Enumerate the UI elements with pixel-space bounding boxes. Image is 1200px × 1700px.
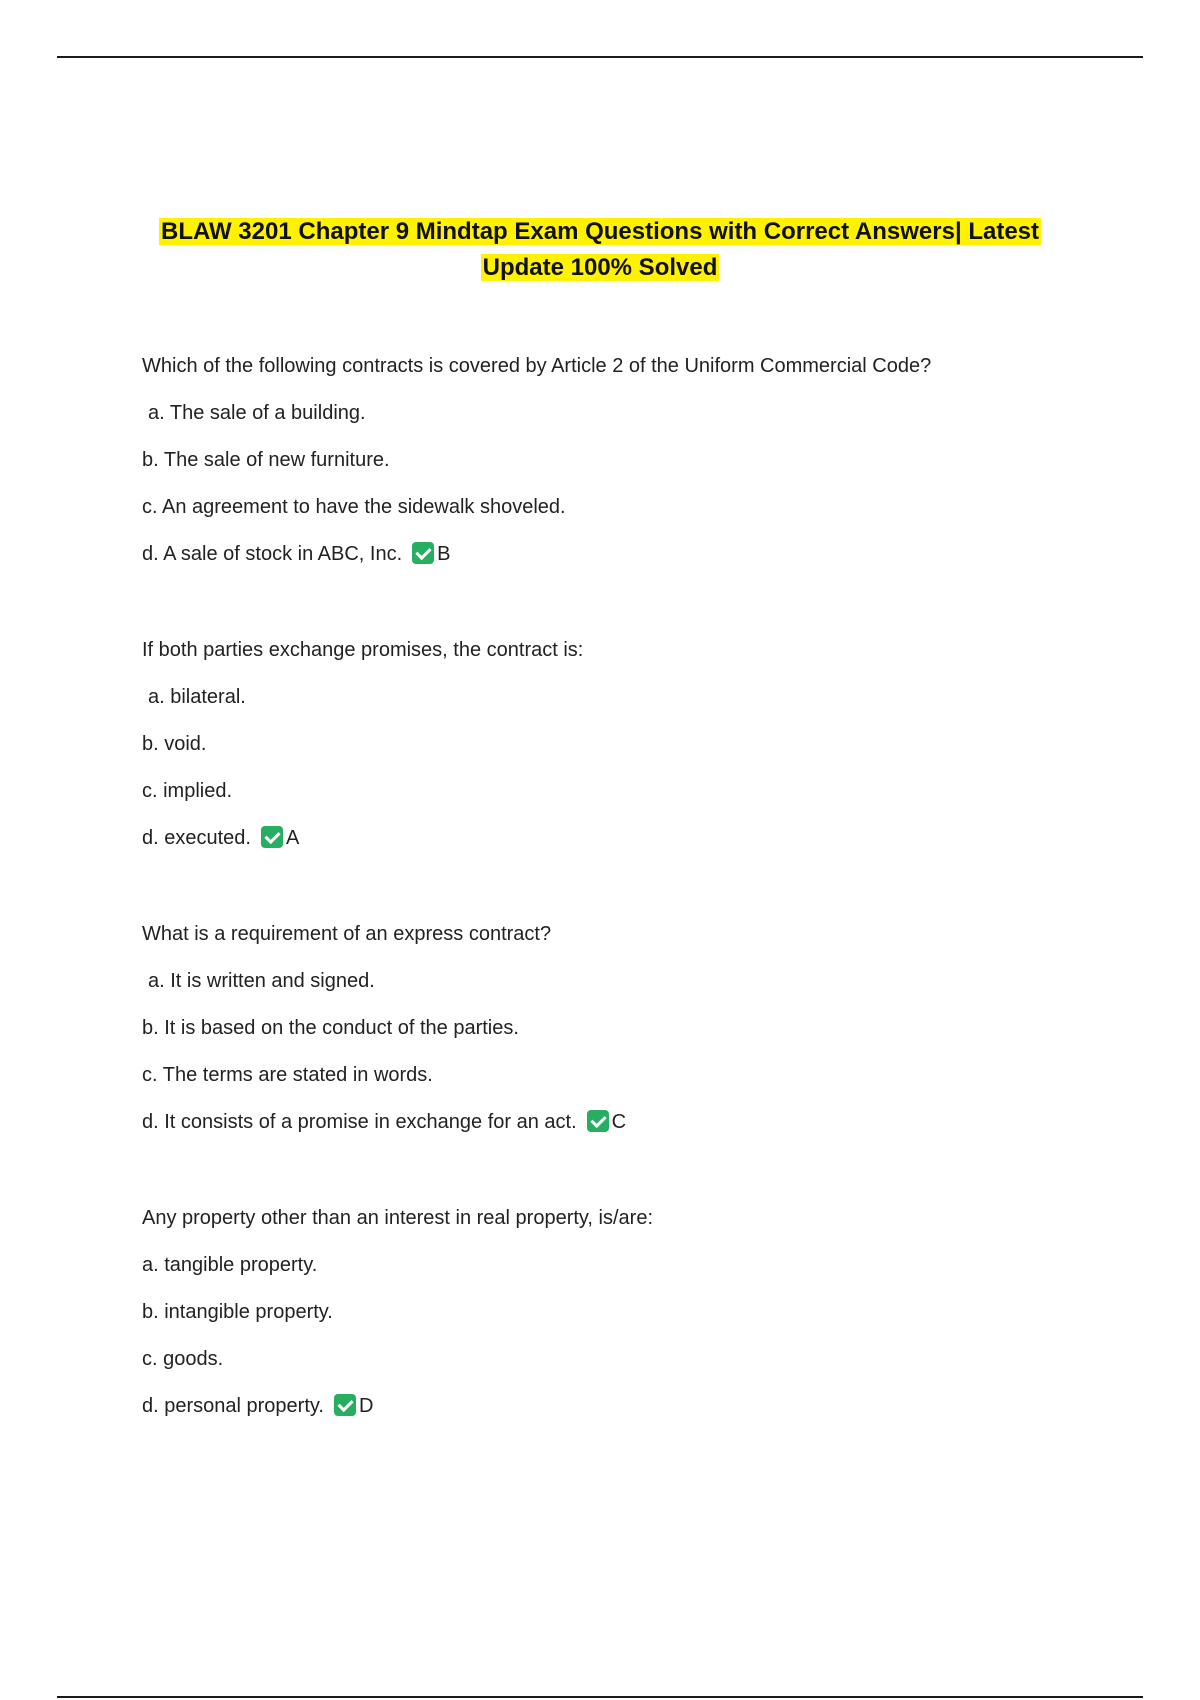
option-d-with-answer — [142, 1110, 1142, 1134]
question-block-2 — [142, 638, 1142, 850]
correct-answer: A — [285, 827, 300, 849]
option-d-with-answer — [142, 826, 1142, 850]
option-c: c. goods. — [142, 1348, 224, 1370]
check-mark-icon — [587, 1110, 609, 1132]
question-text: Which of the following contracts is covered by Article 2 of the Uniform Commercial Code? — [142, 355, 932, 377]
option-d: d. A sale of stock in ABC, Inc. — [142, 543, 403, 565]
option-a: a. The sale of a building. — [148, 402, 366, 424]
option-c: c. The terms are stated in words. — [142, 1064, 433, 1086]
option-d: d. It consists of a promise in exchange for an act. — [142, 1111, 577, 1133]
question-text: Any property other than an interest in real property, is/are: — [142, 1207, 654, 1229]
option-a: a. It is written and signed. — [148, 970, 375, 992]
correct-answer: C — [611, 1111, 627, 1133]
check-mark-icon — [261, 826, 283, 848]
option-d: d. executed. — [142, 827, 251, 849]
option-a: a. tangible property. — [142, 1254, 318, 1276]
question-block-1 — [142, 354, 1142, 566]
question-block-3 — [142, 922, 1142, 1134]
option-a: a. bilateral. — [148, 686, 246, 708]
option-b: b. intangible property. — [142, 1301, 333, 1323]
option-b: b. It is based on the conduct of the parties. — [142, 1017, 519, 1039]
question-text: What is a requirement of an express contract? — [142, 923, 552, 945]
bottom-divider — [57, 1696, 1143, 1698]
option-c: c. An agreement to have the sidewalk shoveled. — [142, 496, 566, 518]
option-c: c. implied. — [142, 780, 233, 802]
title-line-1: BLAW 3201 Chapter 9 Mindtap Exam Questions with Correct Answers| Latest — [160, 218, 1040, 245]
title-line-2: Update 100% Solved — [482, 254, 718, 281]
option-d-with-answer — [142, 542, 1142, 566]
option-b: b. void. — [142, 733, 207, 755]
option-d-with-answer — [142, 1394, 1142, 1418]
question-block-4 — [142, 1206, 1142, 1418]
correct-answer: B — [437, 543, 451, 565]
option-d: d. personal property. — [142, 1395, 324, 1417]
check-mark-icon — [412, 542, 434, 564]
check-mark-icon — [334, 1394, 356, 1416]
top-divider — [57, 56, 1143, 58]
question-text: If both parties exchange promises, the contract is: — [142, 639, 584, 661]
correct-answer: D — [358, 1395, 374, 1417]
option-b: b. The sale of new furniture. — [142, 449, 390, 471]
document-title — [100, 214, 1100, 286]
